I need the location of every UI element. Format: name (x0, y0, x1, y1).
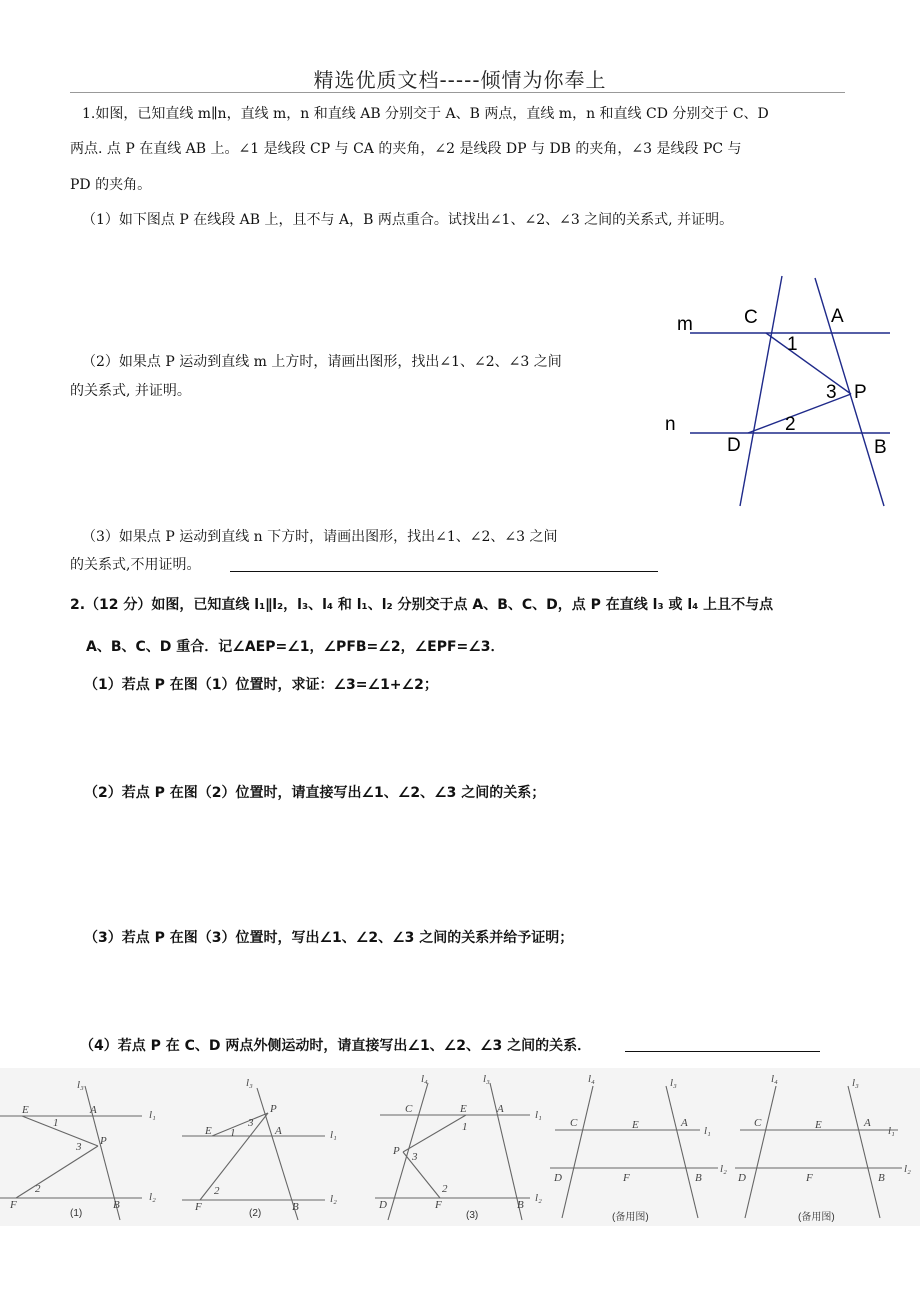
fig2-label-l1: l₁ (330, 1129, 337, 1141)
fig5-label-b: B (878, 1172, 885, 1184)
fig2-label-angle-2: 2 (214, 1185, 220, 1197)
page-header: 精选优质文档-----倾情为你奉上 (313, 68, 607, 92)
fig1-label-angle-3: 3 (76, 1141, 82, 1153)
fig1-label-e: E (22, 1104, 29, 1116)
fig3-label-angle-3: 3 (412, 1151, 418, 1163)
fig1-label-b: B (113, 1199, 120, 1211)
fig4-label-d: D (554, 1172, 562, 1184)
fig3-label-l1: l₁ (535, 1109, 542, 1121)
q2-part3: （3）若点 P 在图（3）位置时，写出∠1、∠2、∠3 之间的关系并给予证明； (84, 930, 574, 946)
q1-part3-line1: （3）如果点 P 运动到直线 n 下方时，请画出图形，找出∠1、∠2、∠3 之间 (82, 529, 558, 545)
fig5-label-a: A (864, 1117, 871, 1129)
fig3-caption: (3) (466, 1210, 479, 1221)
fig2-label-p: P (270, 1103, 277, 1115)
fig2-label-e: E (205, 1125, 212, 1137)
fig1-label-l2: l₂ (149, 1191, 156, 1203)
fig1-label-a: A (90, 1104, 97, 1116)
fig3-label-angle-1: 1 (462, 1121, 468, 1133)
fig3-label-l2: l₂ (535, 1192, 542, 1204)
fig3-label-d: D (379, 1199, 387, 1211)
fig2-label-l2: l₂ (330, 1193, 337, 1205)
fig1-label-l1: l₁ (149, 1109, 156, 1121)
fig4-label-l1: l₁ (704, 1125, 711, 1137)
fig4-label-l3: l₃ (670, 1077, 677, 1089)
fig2-label-angle-1: 1 (230, 1127, 236, 1139)
fig4-label-e: E (632, 1119, 639, 1131)
q2-answer-blank (625, 1051, 820, 1052)
label-n: n (665, 414, 676, 435)
q1-line2: 两点. 点 P 在直线 AB 上。∠1 是线段 CP 与 CA 的夹角，∠2 是线段 DP 与 DB 的夹角，∠3 是线段 PC 与 (70, 141, 742, 157)
label-angle-2: 2 (785, 414, 796, 435)
fig2-label-angle-3: 3 (248, 1117, 254, 1129)
fig4-label-l4: l₄ (588, 1073, 595, 1085)
fig1-label-l3: l₃ (77, 1079, 84, 1091)
label-d: D (727, 435, 741, 456)
fig1-label-angle-2: 2 (35, 1183, 41, 1195)
fig5-label-c: C (754, 1117, 762, 1129)
fig4-label-c: C (570, 1117, 578, 1129)
label-p: P (854, 382, 867, 403)
fig2-label-a: A (275, 1125, 282, 1137)
fig5-label-d: D (738, 1172, 746, 1184)
fig4-label-b: B (695, 1172, 702, 1184)
fig1-label-f: F (10, 1199, 17, 1211)
q1-part1: （1）如下图点 P 在线段 AB 上，且不与 A，B 两点重合。试找出∠1、∠2、∠3 之间的关系式, 并证明。 (82, 212, 734, 228)
fig1-label-p: P (100, 1135, 107, 1147)
fig2-caption: (2) (249, 1208, 262, 1219)
fig3-label-a: A (497, 1103, 504, 1115)
fig4-caption: (备用图) (612, 1212, 649, 1223)
label-a: A (831, 306, 844, 327)
fig3-label-l4: l₄ (421, 1073, 428, 1085)
fig3-label-e: E (460, 1103, 467, 1115)
q1-answer-blank (230, 571, 658, 572)
q2-line2: A、B、C、D 重合．记∠AEP=∠1，∠PFB=∠2，∠EPF=∠3． (86, 639, 505, 655)
fig1-label-angle-1: 1 (53, 1117, 59, 1129)
q1-line3: PD 的夹角。 (70, 177, 152, 193)
label-m: m (677, 314, 693, 335)
q1-part2-line1: （2）如果点 P 运动到直线 m 上方时，请画出图形，找出∠1、∠2、∠3 之间 (82, 354, 562, 370)
label-angle-3: 3 (826, 382, 837, 403)
fig5-label-f: F (806, 1172, 813, 1184)
fig2-label-l3: l₃ (246, 1077, 253, 1089)
fig5-caption: (备用图) (798, 1212, 835, 1223)
fig3-label-c: C (405, 1103, 413, 1115)
q1-figure (660, 270, 900, 520)
q1-part3-line2: 的关系式,不用证明。 (70, 557, 201, 573)
fig1-caption: (1) (70, 1208, 83, 1219)
fig5-label-e: E (815, 1119, 822, 1131)
fig4-label-l2: l₂ (720, 1163, 727, 1175)
q2-figures (0, 1068, 920, 1228)
fig3-label-p: P (393, 1145, 400, 1157)
fig4-label-a: A (681, 1117, 688, 1129)
fig3-label-b: B (517, 1199, 524, 1211)
fig5-label-l2: l₂ (904, 1163, 911, 1175)
fig5-label-l4: l₄ (771, 1073, 778, 1085)
q2-part4: （4）若点 P 在 C、D 两点外侧运动时，请直接写出∠1、∠2、∠3 之间的关系． (80, 1038, 592, 1054)
segment-cp (766, 333, 851, 394)
q1-line1: 1.如图，已知直线 m∥n，直线 m，n 和直线 AB 分别交于 A、B 两点，直线 m，n 和直线 CD 分别交于 C、D (82, 106, 769, 122)
label-angle-1: 1 (787, 334, 798, 355)
header-rule (70, 92, 845, 93)
q1-part2-line2: 的关系式, 并证明。 (70, 383, 191, 399)
q2-part2: （2）若点 P 在图（2）位置时，请直接写出∠1、∠2、∠3 之间的关系； (84, 785, 546, 801)
fig2-label-b: B (292, 1201, 299, 1213)
label-b: B (874, 437, 887, 458)
fig3-label-f: F (435, 1199, 442, 1211)
fig4-label-f: F (623, 1172, 630, 1184)
fig3-label-l3: l₃ (483, 1073, 490, 1085)
fig3-label-angle-2: 2 (442, 1183, 448, 1195)
label-c: C (744, 307, 758, 328)
q2-line1: 2.（12 分）如图，已知直线 l₁∥l₂，l₃、l₄ 和 l₁、l₂ 分别交于点 A、B、C、D，点 P 在直线 l₃ 或 l₄ 上且不与点 (70, 597, 774, 613)
fig5-label-l3: l₃ (852, 1077, 859, 1089)
fig2-label-f: F (195, 1201, 202, 1213)
q2-part1: （1）若点 P 在图（1）位置时，求证：∠3=∠1+∠2； (84, 677, 438, 693)
fig5-label-l1: l₁ (888, 1125, 895, 1137)
